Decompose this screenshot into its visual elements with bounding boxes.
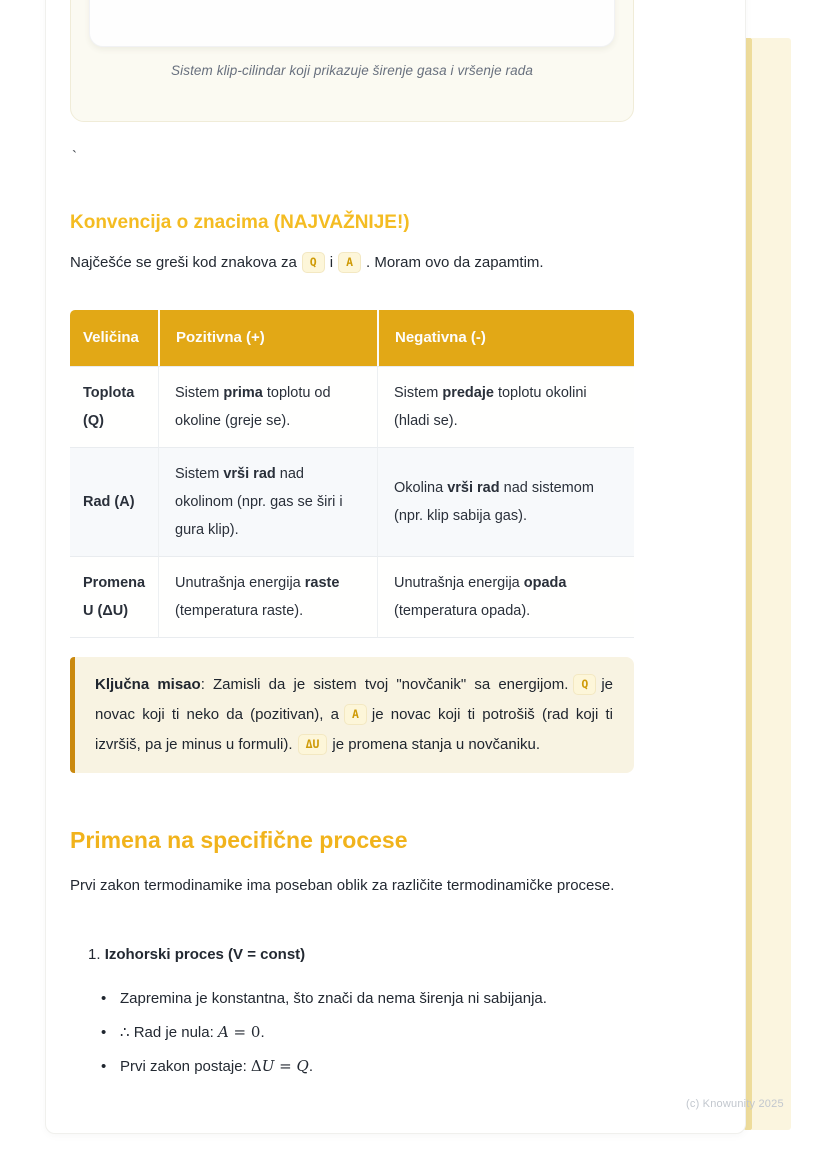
bullet-dot: • [101,1058,107,1075]
list-item-title: Izohorski proces (V = const) [104,946,306,963]
text-segment: i [329,254,334,271]
text-segment: Promena U (ΔU) [83,575,146,619]
text-segment: (temperatura opada). [394,603,531,619]
bullet-text [120,1022,634,1043]
section-heading-processes: Primena na specifične procese [70,827,408,853]
text-segment: toplotu okolini (hladi se). [394,385,587,429]
inline-code-badge: Q [302,252,325,273]
processes-intro: Prvi zakon termodinamike ima poseban oblik za različite termodinamičke procese. [70,877,615,894]
text-segment: U [261,1057,275,1075]
inline-code-badge: ΔU [298,734,328,755]
figure-block [70,0,634,122]
bullet-dot: • [101,990,107,1007]
bullet-text [120,1056,634,1077]
text-segment: je promena stanja u novčaniku. [332,736,541,753]
inline-code-badge: A [344,704,367,725]
process-list [70,944,634,1090]
text-segment: . [260,1024,265,1041]
text-segment: nad okolinom (npr. gas se širi i gura klip). [175,466,343,538]
bullet-item [70,988,634,1009]
table-cell [377,556,634,638]
inline-code-badge: A [338,252,361,273]
table-row [70,556,634,638]
text-segment: Q [296,1057,309,1075]
text-segment: toplotu od okoline (greje se). [175,385,331,429]
text-segment: ∴ Rad je nula: [120,1024,218,1041]
table-row [70,366,634,447]
text-segment: . Moram ovo da zapamtim. [366,254,544,271]
text-segment: Okolina [394,480,448,496]
table-header-velicina: Veličina [70,310,158,366]
text-segment: vrši rad [223,466,276,482]
table-row [70,447,634,556]
text-segment: (temperatura raste). [175,603,304,619]
text-segment: A [217,1023,229,1041]
list-item-number: 1. [88,946,101,963]
text-segment: = 0 [228,1023,261,1041]
text-segment: opada [523,575,567,591]
table-cell [377,366,634,447]
table-header-pozitivna: Pozitivna (+) [158,310,377,366]
text-segment: . [308,1058,313,1075]
key-idea-callout [70,657,634,773]
section-heading-sign-convention: Konvencija o znacima (NAJVAŽNIJE!) [70,212,410,233]
text-segment: Najčešće se greši kod znakova za [70,254,297,271]
text-segment: nad sistemom (npr. klip sabija gas). [394,480,594,524]
list-item-izohorski [70,944,634,966]
table-cell [70,556,158,638]
stray-backtick: ` [72,148,77,165]
inline-code-badge: Q [573,674,596,695]
table-cell [158,366,377,447]
text-segment: Unutrašnja energija [394,575,524,591]
table-header-negativna: Negativna (-) [377,310,634,366]
text-segment: Sistem [175,385,224,401]
bullet-list [70,988,634,1077]
bullet-text [120,988,634,1009]
text-segment: predaje [442,385,494,401]
text-segment: je novac koji ti potrošiš (rad koji ti izvršiš, pa je minus u formuli). [95,706,614,753]
text-segment: vrši rad [447,480,500,496]
text-segment: = [274,1057,297,1075]
text-segment: je novac koji ti neko da (pozitivan), a [95,676,613,723]
text-segment: Δ [250,1057,262,1075]
text-segment: : Zamisli da je sistem tvoj "novčanik" sa energijom. [200,676,569,693]
text-segment: prima [223,385,263,401]
text-segment: Sistem [175,466,224,482]
text-segment: Sistem [394,385,443,401]
text-segment: Toplota (Q) [83,385,135,429]
text-segment: Unutrašnja energija [175,575,305,591]
copyright-notice: (c) Knowunity 2025 [686,1098,784,1110]
table-header-row [70,310,634,366]
page-stack-edge-band [752,38,791,1130]
table-cell [158,447,377,556]
text-segment: Rad (A) [83,494,135,510]
table-cell [70,366,158,447]
sign-convention-table [70,310,634,638]
table-cell [158,556,377,638]
bullet-item [70,1056,634,1077]
sign-convention-intro [70,250,634,276]
text-segment: Prvi zakon postaje: [120,1058,251,1075]
figure-caption: Sistem klip-cilindar koji prikazuje širenje gasa i vršenje rada [171,63,533,78]
bullet-item [70,1022,634,1043]
bullet-dot: • [101,1024,107,1041]
text-segment: raste [304,575,340,591]
text-segment: Ključna misao [95,676,201,693]
figure-image-placeholder [89,0,615,47]
table-cell [377,447,634,556]
text-segment: Zapremina je konstantna, što znači da nema širenja ni sabijanja. [120,990,547,1007]
table-cell [70,447,158,556]
